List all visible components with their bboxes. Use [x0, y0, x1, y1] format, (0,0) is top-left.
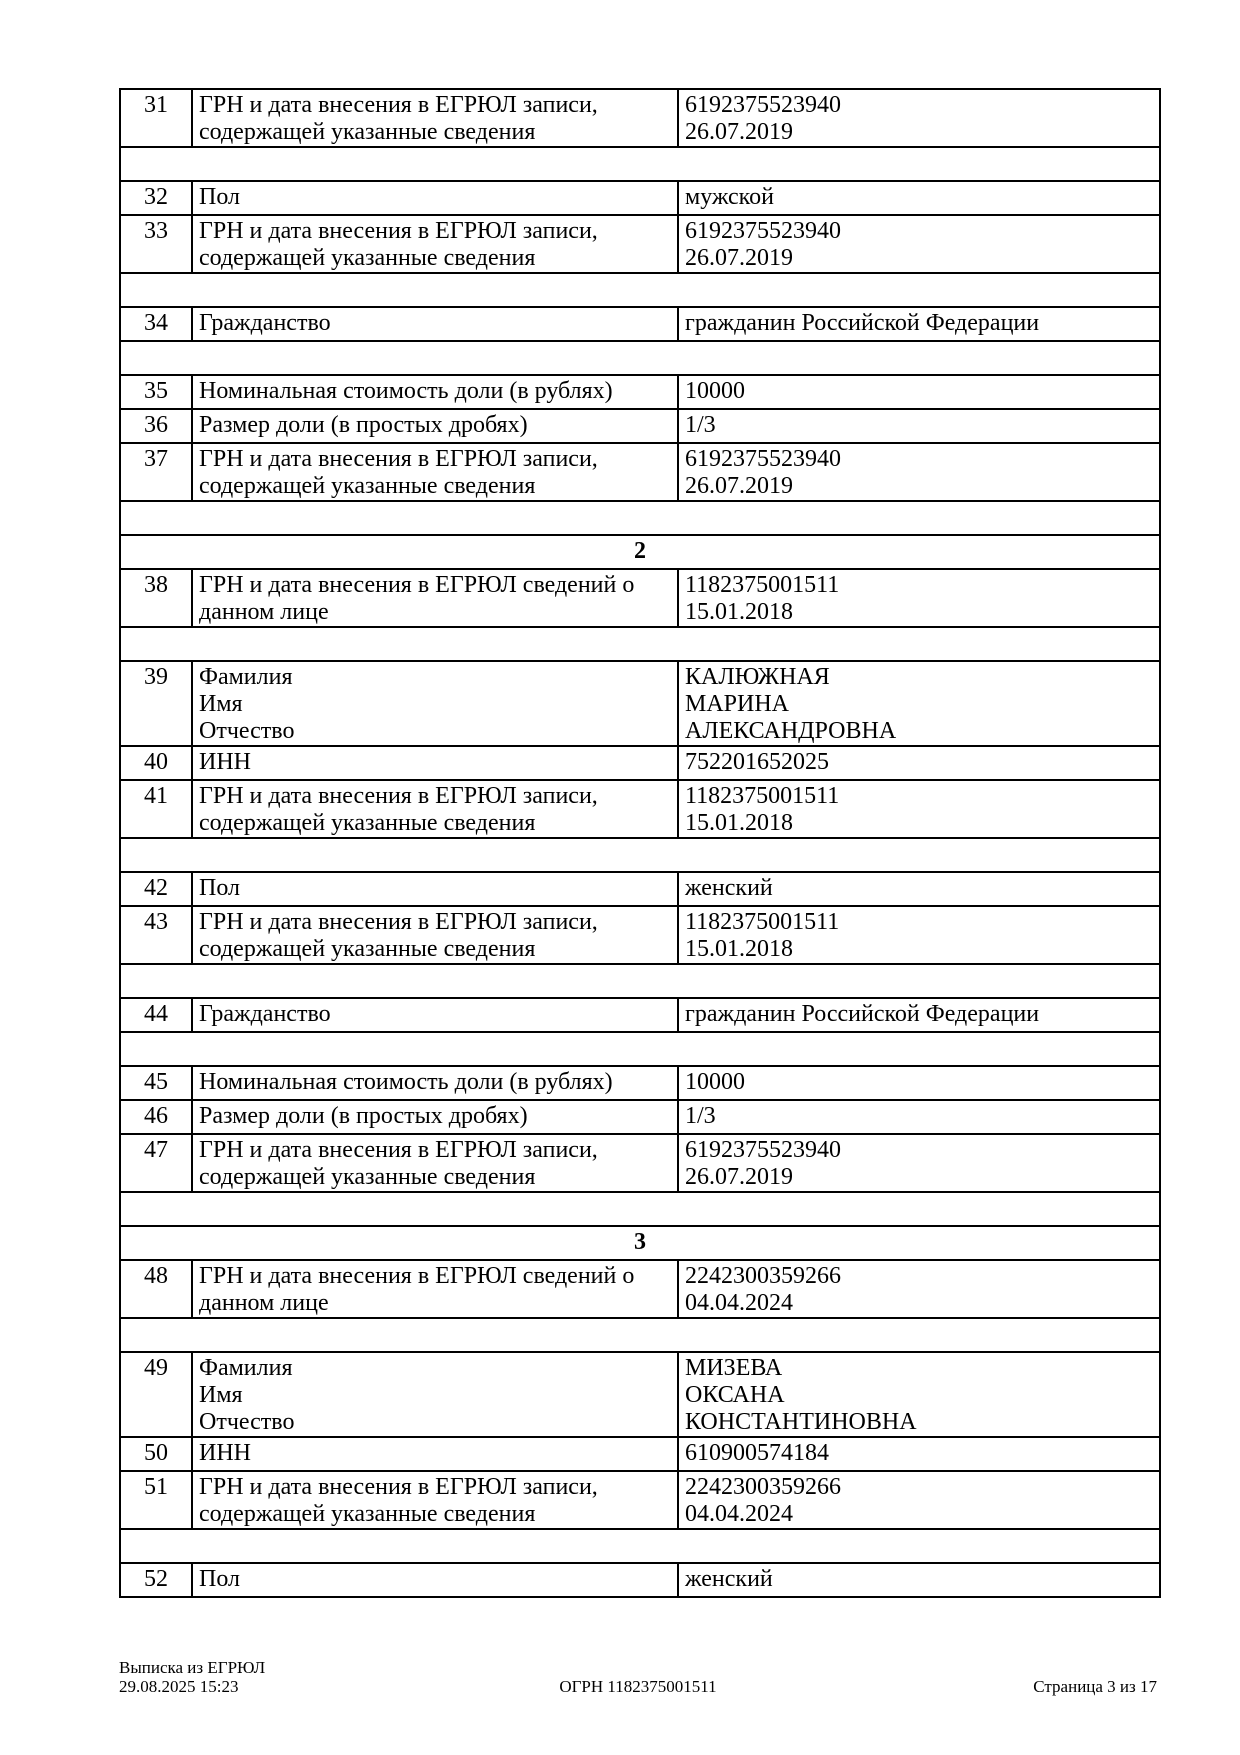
row-number-cell: 44	[120, 998, 192, 1032]
row-value-cell	[678, 1563, 1160, 1597]
value-line: 6192375523940	[685, 92, 841, 118]
value-line: 752201652025	[685, 749, 829, 775]
value-line: 15.01.2018	[685, 599, 793, 625]
table-row	[120, 661, 1160, 746]
spacer-cell	[120, 1192, 1160, 1226]
label-line: Фамилия	[199, 1355, 293, 1381]
label-line: данном лице	[199, 1290, 329, 1316]
label-line: Номинальная стоимость доли (в рублях)	[199, 378, 613, 404]
value-line: ОКСАНА	[685, 1382, 785, 1408]
label-line: Гражданство	[199, 310, 331, 336]
row-number-cell: 52	[120, 1563, 192, 1597]
row-label-cell	[192, 1563, 678, 1597]
label-line: Пол	[199, 1566, 240, 1592]
table-row	[120, 215, 1160, 273]
label-line: Размер доли (в простых дробях)	[199, 1103, 528, 1129]
row-label-cell	[192, 872, 678, 906]
row-label-cell	[192, 1100, 678, 1134]
value-line: 15.01.2018	[685, 810, 793, 836]
row-number-cell: 37	[120, 443, 192, 501]
row-number-cell: 38	[120, 569, 192, 627]
table-row	[120, 1100, 1160, 1134]
row-label-cell	[192, 661, 678, 746]
row-label-cell	[192, 1134, 678, 1192]
value-line: КОНСТАНТИНОВНА	[685, 1409, 917, 1435]
row-label-cell	[192, 375, 678, 409]
row-label-cell	[192, 746, 678, 780]
row-label-cell	[192, 215, 678, 273]
value-line: гражданин Российской Федерации	[685, 1001, 1040, 1027]
spacer-cell	[120, 147, 1160, 181]
footer-ogrn: ОГРН 1182375001511	[559, 1677, 717, 1696]
table-row	[120, 1134, 1160, 1192]
label-line: ГРН и дата внесения в ЕГРЮЛ записи,	[199, 218, 598, 244]
table-row	[120, 569, 1160, 627]
value-line: 10000	[685, 378, 745, 404]
row-number-cell: 48	[120, 1260, 192, 1318]
row-value-cell	[678, 1066, 1160, 1100]
value-line: КАЛЮЖНАЯ	[685, 664, 830, 690]
table-row	[120, 181, 1160, 215]
row-value-cell	[678, 375, 1160, 409]
label-line: ГРН и дата внесения в ЕГРЮЛ сведений о	[199, 1263, 635, 1289]
row-label-cell	[192, 569, 678, 627]
row-number-cell: 51	[120, 1471, 192, 1529]
table-row	[120, 1352, 1160, 1437]
row-value-cell	[678, 1134, 1160, 1192]
label-line: ГРН и дата внесения в ЕГРЮЛ записи,	[199, 783, 598, 809]
row-label-cell	[192, 89, 678, 147]
value-line: женский	[685, 875, 773, 901]
spacer-row	[120, 1192, 1160, 1226]
value-line: 6192375523940	[685, 218, 841, 244]
row-number-cell: 45	[120, 1066, 192, 1100]
spacer-row	[120, 1032, 1160, 1066]
value-line: 1/3	[685, 1103, 716, 1129]
table-row	[120, 998, 1160, 1032]
value-line: 1/3	[685, 412, 716, 438]
table-row	[120, 1437, 1160, 1471]
egrul-table-body	[120, 89, 1160, 1597]
row-label-cell	[192, 1471, 678, 1529]
row-number-cell: 41	[120, 780, 192, 838]
row-value-cell	[678, 307, 1160, 341]
table-row	[120, 780, 1160, 838]
row-label-cell	[192, 409, 678, 443]
row-number-cell: 33	[120, 215, 192, 273]
row-label-cell	[192, 1260, 678, 1318]
row-value-cell	[678, 1100, 1160, 1134]
table-row	[120, 746, 1160, 780]
label-line: Отчество	[199, 1409, 295, 1435]
row-number-cell: 50	[120, 1437, 192, 1471]
value-line: МИЗЕВА	[685, 1355, 783, 1381]
footer-timestamp: 29.08.2025 15:23	[119, 1677, 239, 1696]
value-line: МАРИНА	[685, 691, 790, 717]
label-line: ГРН и дата внесения в ЕГРЮЛ сведений о	[199, 572, 635, 598]
label-line: содержащей указанные сведения	[199, 119, 536, 145]
footer-doc-title: Выписка из ЕГРЮЛ	[119, 1658, 266, 1677]
row-value-cell	[678, 569, 1160, 627]
value-line: 26.07.2019	[685, 119, 793, 145]
value-line: 04.04.2024	[685, 1290, 793, 1316]
value-line: женский	[685, 1566, 773, 1592]
value-line: 2242300359266	[685, 1474, 841, 1500]
table-row	[120, 1066, 1160, 1100]
table-row	[120, 1260, 1160, 1318]
row-label-cell	[192, 443, 678, 501]
spacer-row	[120, 1318, 1160, 1352]
value-line: 26.07.2019	[685, 1164, 793, 1190]
row-number-cell: 32	[120, 181, 192, 215]
value-line: 04.04.2024	[685, 1501, 793, 1527]
row-value-cell	[678, 998, 1160, 1032]
row-value-cell	[678, 215, 1160, 273]
spacer-row	[120, 1529, 1160, 1563]
table-row	[120, 307, 1160, 341]
label-line: содержащей указанные сведения	[199, 245, 536, 271]
row-value-cell	[678, 661, 1160, 746]
label-line: ГРН и дата внесения в ЕГРЮЛ записи,	[199, 92, 598, 118]
value-line: 2242300359266	[685, 1263, 841, 1289]
label-line: ГРН и дата внесения в ЕГРЮЛ записи,	[199, 1474, 598, 1500]
label-line: Имя	[199, 1382, 243, 1408]
label-line: ИНН	[199, 749, 251, 775]
row-value-cell	[678, 746, 1160, 780]
row-value-cell	[678, 89, 1160, 147]
label-line: ИНН	[199, 1440, 251, 1466]
spacer-row	[120, 501, 1160, 535]
value-line: АЛЕКСАНДРОВНА	[685, 718, 897, 744]
row-value-cell	[678, 906, 1160, 964]
table-row	[120, 375, 1160, 409]
row-number-cell: 47	[120, 1134, 192, 1192]
spacer-cell	[120, 501, 1160, 535]
table-row	[120, 906, 1160, 964]
row-label-cell	[192, 1437, 678, 1471]
row-label-cell	[192, 1352, 678, 1437]
row-value-cell	[678, 872, 1160, 906]
row-number-cell: 36	[120, 409, 192, 443]
row-label-cell	[192, 906, 678, 964]
label-line: ГРН и дата внесения в ЕГРЮЛ записи,	[199, 1137, 598, 1163]
section-header-row	[120, 1226, 1160, 1260]
spacer-row	[120, 838, 1160, 872]
table-row	[120, 409, 1160, 443]
spacer-row	[120, 627, 1160, 661]
section-number-cell: 3	[120, 1226, 1160, 1260]
value-line: 10000	[685, 1069, 745, 1095]
value-line: 1182375001511	[685, 909, 840, 935]
value-line: 1182375001511	[685, 783, 840, 809]
row-label-cell	[192, 181, 678, 215]
row-value-cell	[678, 1352, 1160, 1437]
label-line: Имя	[199, 691, 243, 717]
section-number-cell: 2	[120, 535, 1160, 569]
value-line: мужской	[685, 184, 774, 210]
spacer-row	[120, 964, 1160, 998]
value-line: 6192375523940	[685, 1137, 841, 1163]
label-line: Фамилия	[199, 664, 293, 690]
row-value-cell	[678, 181, 1160, 215]
egrul-table	[119, 88, 1161, 1598]
label-line: Размер доли (в простых дробях)	[199, 412, 528, 438]
label-line: содержащей указанные сведения	[199, 810, 536, 836]
spacer-cell	[120, 341, 1160, 375]
row-value-cell	[678, 1471, 1160, 1529]
row-value-cell	[678, 443, 1160, 501]
value-line: 1182375001511	[685, 572, 840, 598]
row-number-cell: 43	[120, 906, 192, 964]
value-line: 26.07.2019	[685, 245, 793, 271]
row-value-cell	[678, 1260, 1160, 1318]
label-line: Номинальная стоимость доли (в рублях)	[199, 1069, 613, 1095]
row-number-cell: 49	[120, 1352, 192, 1437]
row-label-cell	[192, 780, 678, 838]
row-number-cell: 34	[120, 307, 192, 341]
row-number-cell: 46	[120, 1100, 192, 1134]
label-line: содержащей указанные сведения	[199, 936, 536, 962]
spacer-cell	[120, 964, 1160, 998]
spacer-row	[120, 341, 1160, 375]
row-number-cell: 35	[120, 375, 192, 409]
spacer-cell	[120, 1032, 1160, 1066]
spacer-cell	[120, 838, 1160, 872]
row-value-cell	[678, 1437, 1160, 1471]
label-line: Пол	[199, 184, 240, 210]
row-label-cell	[192, 307, 678, 341]
label-line: ГРН и дата внесения в ЕГРЮЛ записи,	[199, 446, 598, 472]
table-row	[120, 872, 1160, 906]
label-line: содержащей указанные сведения	[199, 1164, 536, 1190]
table-row	[120, 1471, 1160, 1529]
footer-page-number: Страница 3 из 17	[1033, 1677, 1157, 1696]
label-line: Гражданство	[199, 1001, 331, 1027]
label-line: данном лице	[199, 599, 329, 625]
label-line: Отчество	[199, 718, 295, 744]
table-row	[120, 89, 1160, 147]
page-footer	[119, 1658, 1157, 1696]
value-line: 26.07.2019	[685, 473, 793, 499]
row-number-cell: 40	[120, 746, 192, 780]
value-line: 610900574184	[685, 1440, 829, 1466]
value-line: 15.01.2018	[685, 936, 793, 962]
table-row	[120, 1563, 1160, 1597]
spacer-cell	[120, 1529, 1160, 1563]
label-line: Пол	[199, 875, 240, 901]
row-label-cell	[192, 998, 678, 1032]
row-value-cell	[678, 409, 1160, 443]
label-line: ГРН и дата внесения в ЕГРЮЛ записи,	[199, 909, 598, 935]
spacer-cell	[120, 1318, 1160, 1352]
row-label-cell	[192, 1066, 678, 1100]
row-number-cell: 39	[120, 661, 192, 746]
spacer-row	[120, 273, 1160, 307]
label-line: содержащей указанные сведения	[199, 1501, 536, 1527]
spacer-cell	[120, 273, 1160, 307]
value-line: 6192375523940	[685, 446, 841, 472]
table-row	[120, 443, 1160, 501]
label-line: содержащей указанные сведения	[199, 473, 536, 499]
row-value-cell	[678, 780, 1160, 838]
row-number-cell: 31	[120, 89, 192, 147]
section-header-row	[120, 535, 1160, 569]
row-number-cell: 42	[120, 872, 192, 906]
spacer-row	[120, 147, 1160, 181]
spacer-cell	[120, 627, 1160, 661]
value-line: гражданин Российской Федерации	[685, 310, 1040, 336]
